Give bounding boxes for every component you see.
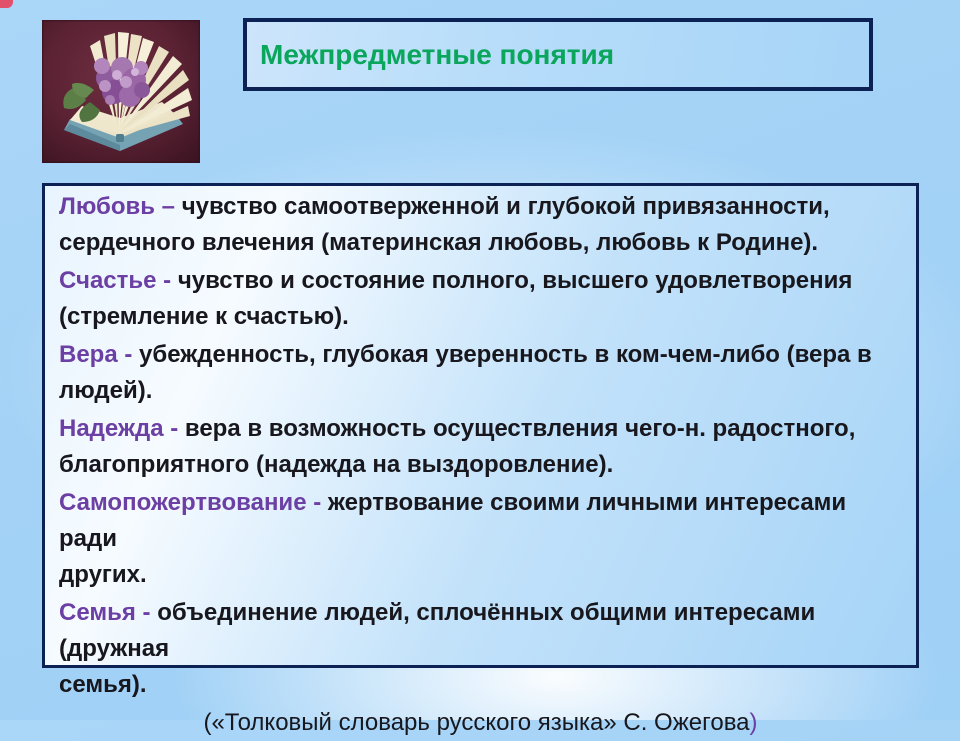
definition-text: убежденность, глубокая уверенность в ком-чем-либо (вера в [139, 341, 872, 368]
book-photo [42, 20, 200, 163]
definition-nadezhda [59, 411, 902, 483]
definition-text: сердечного влечения (материнская любовь, любовь к Родине). [59, 229, 819, 256]
citation [59, 705, 902, 741]
term-dash: – [155, 193, 182, 220]
citation-text: («Толковый словарь русского языка» С. Ожегова [203, 709, 750, 736]
definition-text: чувство и состояние полного, высшего удовлетворения [177, 267, 853, 294]
definition-text: объединение людей, сплочённых общими интересами (дружная [59, 599, 816, 662]
definition-text: чувство самоотверженной и глубокой привязанности, [181, 193, 830, 220]
term-label: Семья [59, 599, 136, 626]
title-box [243, 18, 873, 91]
term-label: Самопожертвование [59, 489, 307, 516]
term-label: Счастье [59, 267, 157, 294]
term-dash: - [163, 415, 185, 442]
definition-text: людей). [59, 377, 153, 404]
term-dash: - [135, 599, 158, 626]
definition-text: жертвование своими личными интересами ради [59, 489, 847, 552]
definitions-panel [42, 183, 919, 736]
term-dash: - [156, 267, 178, 294]
term-label: Надежда [59, 415, 164, 442]
definition-vera [59, 337, 902, 409]
definition-schastye [59, 263, 902, 335]
term-dash: - [306, 489, 328, 516]
slide-title: Межпредметные понятия [260, 38, 615, 70]
term-label: Вера [59, 341, 118, 368]
citation-closing-paren: ) [749, 709, 758, 736]
definition-text: других. [59, 561, 147, 588]
definition-lyubov [59, 189, 902, 261]
definition-samopozhertvovanie [59, 485, 902, 593]
term-dash: - [117, 341, 140, 368]
definition-semya [59, 595, 902, 703]
term-label: Любовь [59, 193, 156, 220]
definition-text: (стремление к счастью). [59, 303, 349, 330]
corner-mark [0, 0, 13, 8]
definition-text: семья). [59, 671, 147, 698]
definition-text: вера в возможность осуществления чего-н. радостного, [184, 415, 856, 442]
definition-text: благоприятного (надежда на выздоровление). [59, 451, 614, 478]
